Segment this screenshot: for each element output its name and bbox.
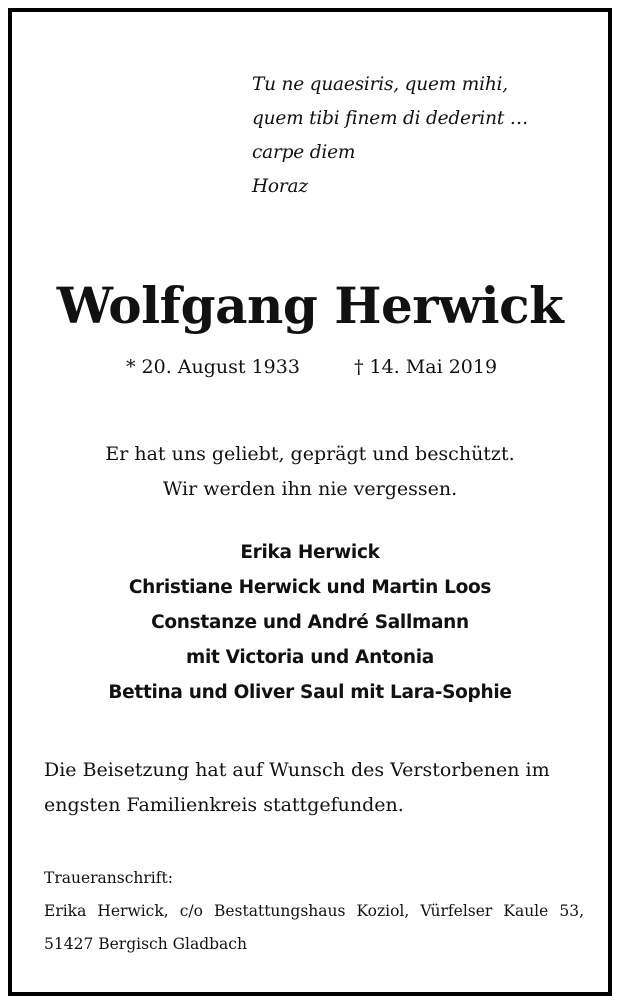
address-label: Traueranschrift: (44, 869, 173, 887)
mourner-entry: Christiane Herwick und Martin Loos (128, 577, 492, 598)
deceased-name: Wolfgang Herwick (56, 276, 564, 335)
motto-line: carpe diem (252, 142, 356, 163)
tribute-line: Er hat uns geliebt, geprägt und beschützt. (105, 443, 515, 465)
mourner-entry: Bettina und Oliver Saul mit Lara-Sophie (108, 682, 512, 703)
mourner-entry: mit Victoria und Antonia (185, 647, 434, 668)
birth-date: * 20. August 1933 (126, 356, 300, 378)
motto-line: quem tibi finem di dederint … (252, 108, 529, 129)
tribute-text (0, 437, 620, 507)
address-line: 51427 Bergisch Gladbach (44, 935, 247, 953)
funeral-notice: Die Beisetzung hat auf Wunsch des Verstorbenen im engsten Familienkreis stattgefunden. (44, 759, 550, 816)
condolence-address (44, 862, 584, 961)
motto-author: Horaz (252, 176, 308, 197)
mourner-entry: Erika Herwick (240, 542, 380, 563)
mourners-list (0, 535, 620, 710)
address-line: Erika Herwick, c/o Bestattungshaus Koziol, Vürfelser Kaule 53, (44, 902, 584, 920)
motto-quote (252, 68, 528, 204)
mourner-entry: Constanze und André Sallmann (151, 612, 469, 633)
tribute-line: Wir werden ihn nie vergessen. (162, 478, 458, 500)
motto-line: Tu ne quaesiris, quem mihi, (252, 74, 508, 95)
death-date: † 14. Mai 2019 (354, 356, 498, 378)
